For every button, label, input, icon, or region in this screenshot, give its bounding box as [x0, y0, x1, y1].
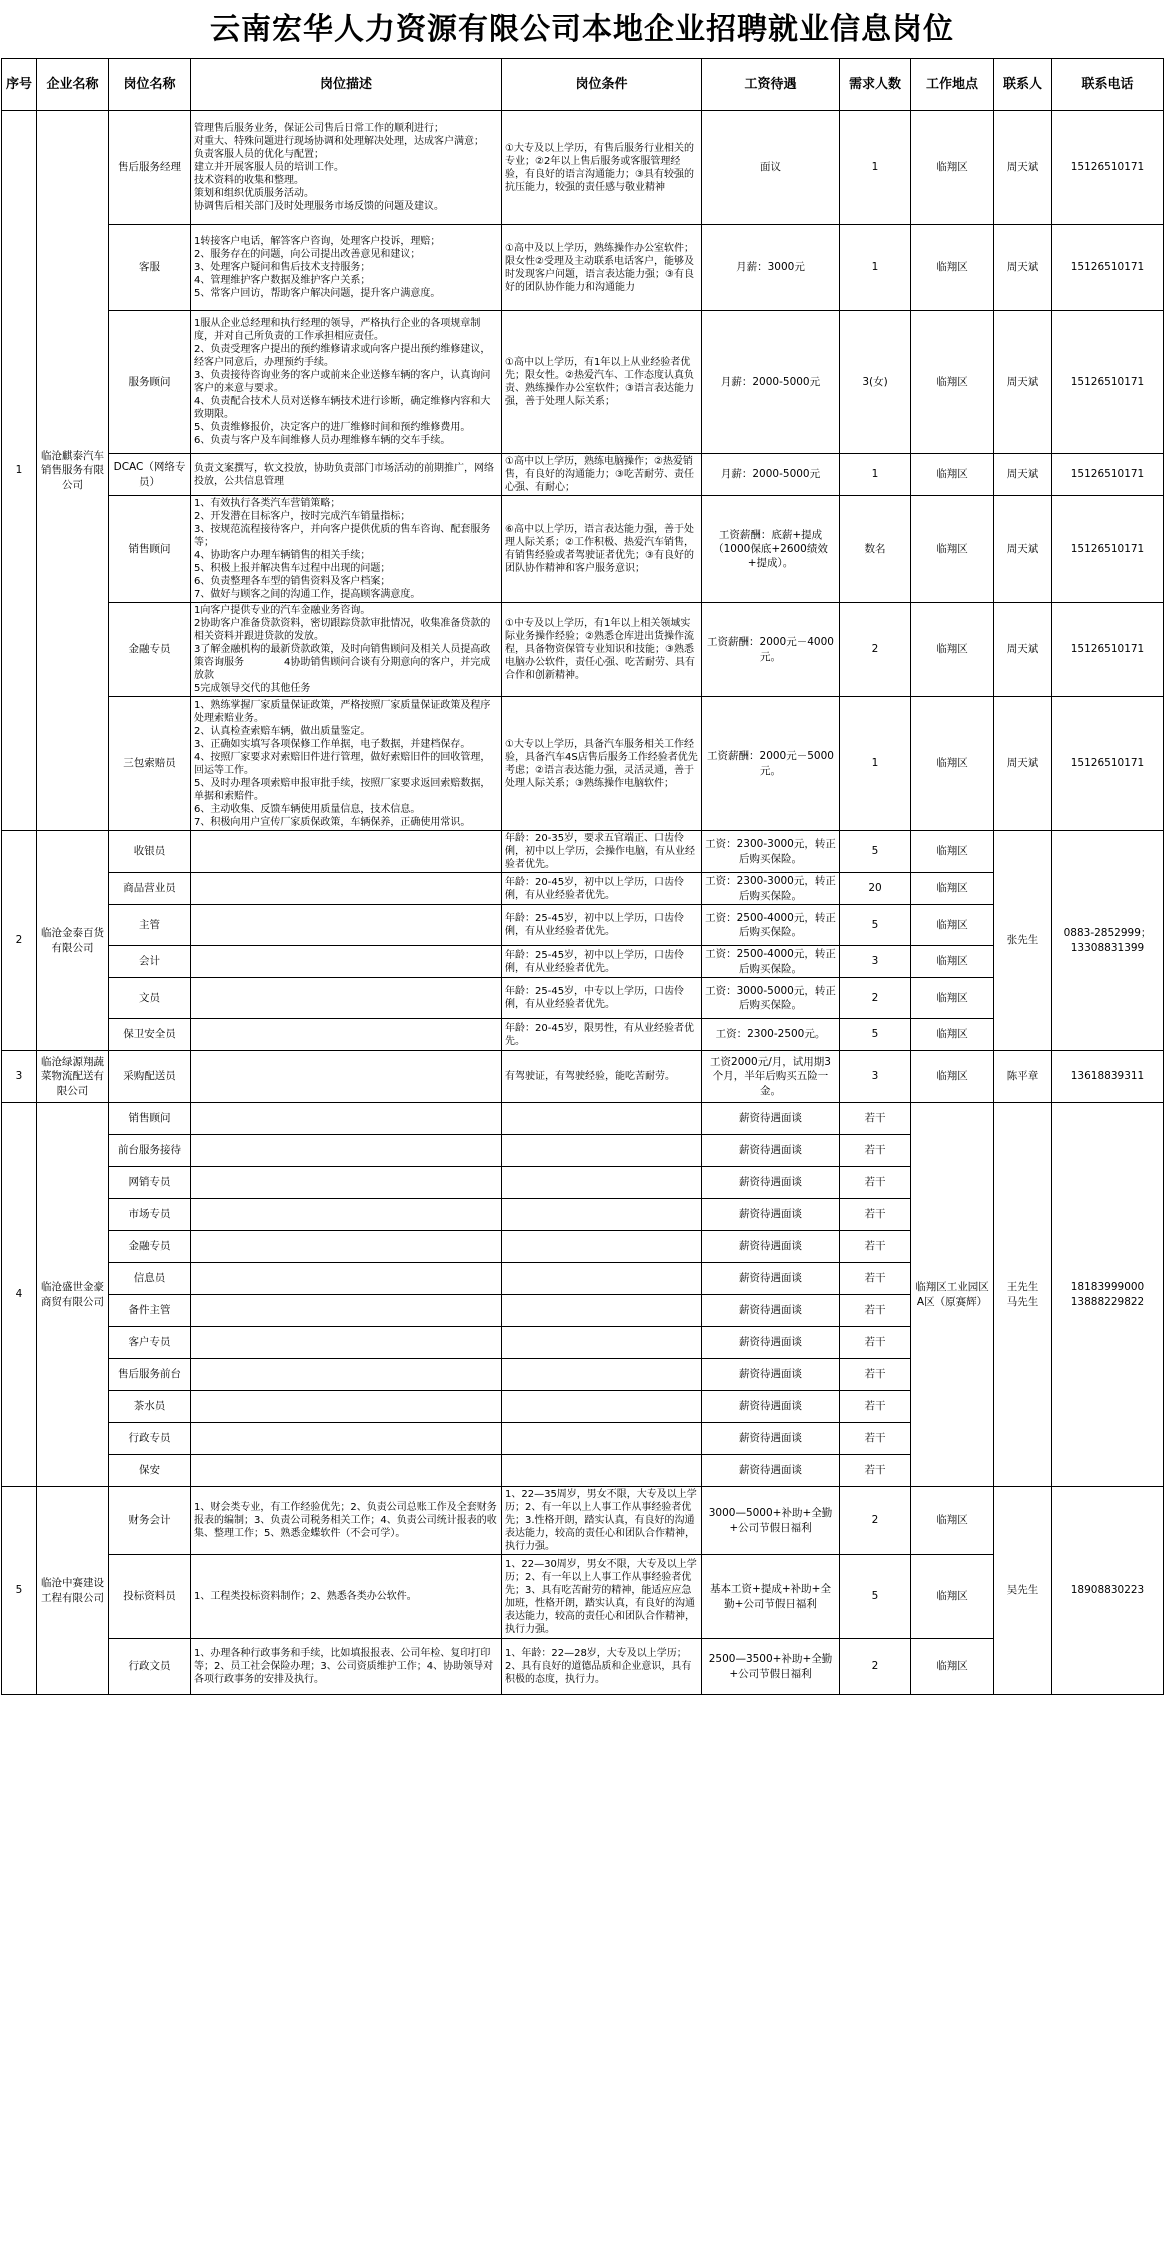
work-location: 临翔区	[911, 454, 994, 496]
salary: 薪资待遇面谈	[702, 1391, 840, 1423]
job-description	[191, 1327, 502, 1359]
table-row	[2, 831, 1164, 873]
contact-person: 张先生	[994, 831, 1052, 1051]
table-row	[2, 603, 1164, 697]
contact-phone: 13618839311	[1052, 1051, 1164, 1103]
position-name: 商品营业员	[109, 873, 191, 905]
position-name: 售后服务前台	[109, 1359, 191, 1391]
headcount: 1	[840, 697, 911, 831]
col-header-count: 需求人数	[840, 59, 911, 111]
salary: 薪资待遇面谈	[702, 1263, 840, 1295]
position-name: 客服	[109, 225, 191, 311]
contact-person: 周天斌	[994, 311, 1052, 454]
job-description	[191, 1295, 502, 1327]
salary: 工资薪酬：2000元－5000元。	[702, 697, 840, 831]
job-conditions: ①中专及以上学历，有1年以上相关领域实际业务操作经验；②熟悉仓库进出货操作流程，具备物资保管专业知识和技能；③熟悉电脑办公软件，责任心强、吃苦耐劳、具有合作和创新精神。	[502, 603, 702, 697]
table-row	[2, 978, 1164, 1019]
job-description	[191, 1199, 502, 1231]
job-description: 1、熟练掌握厂家质量保证政策，严格按照厂家质量保证政策及程序处理索赔业务。 2、认真检查索赔车辆，做出质量鉴定。 3、正确如实填写各项保修工作单据，电子数据，并建档保存。 4、按照厂家要求对索赔旧件进行管理，做好索赔旧件的回收管理，回运等工作。 5、及时办理各项索赔申报审批手续，按照厂家要求返回索赔数据，单据和索赔件。 6、主动收集、反馈车辆使用质量信息，技术信息。 7、积极向用户宣传厂家质保政策，车辆保养，正确使用常识。	[191, 697, 502, 831]
job-conditions	[502, 1199, 702, 1231]
job-conditions	[502, 1103, 702, 1135]
work-location: 临翔区	[911, 873, 994, 905]
job-description	[191, 1051, 502, 1103]
salary: 月薪：3000元	[702, 225, 840, 311]
headcount: 1	[840, 111, 911, 225]
contact-person: 周天斌	[994, 454, 1052, 496]
position-name: 市场专员	[109, 1199, 191, 1231]
table-row	[2, 946, 1164, 978]
position-name: 投标资料员	[109, 1555, 191, 1639]
col-header-location: 工作地点	[911, 59, 994, 111]
salary: 薪资待遇面谈	[702, 1295, 840, 1327]
job-description: 1向客户提供专业的汽车金融业务咨询。 2协助客户准备贷款资料，密切跟踪贷款审批情况，收集准备贷款的相关资料并跟进贷款的发放。 3了解金融机构的最新贷款政策，及时向销售顾问及相关人员提高政策咨询服务 4协助销售顾问合谈有分期意向的客户，并完成放款 5完成领导交代的其他任务	[191, 603, 502, 697]
col-header-phone: 联系电话	[1052, 59, 1164, 111]
headcount: 若干	[840, 1391, 911, 1423]
work-location: 临翔区	[911, 978, 994, 1019]
work-location: 临翔区	[911, 311, 994, 454]
job-description	[191, 1391, 502, 1423]
job-conditions: 有驾驶证，有驾驶经验，能吃苦耐劳。	[502, 1051, 702, 1103]
job-description	[191, 978, 502, 1019]
job-conditions: 年龄：20-45岁，限男性，有从业经验者优先。	[502, 1019, 702, 1051]
job-description	[191, 1167, 502, 1199]
job-description	[191, 946, 502, 978]
col-header-conditions: 岗位条件	[502, 59, 702, 111]
headcount: 2	[840, 1487, 911, 1555]
position-name: 信息员	[109, 1263, 191, 1295]
job-conditions: 年龄：25-45岁，初中以上学历，口齿伶俐，有从业经验者优先。	[502, 905, 702, 946]
salary: 薪资待遇面谈	[702, 1167, 840, 1199]
col-header-company: 企业名称	[37, 59, 109, 111]
job-conditions	[502, 1135, 702, 1167]
company-name: 临沧中赛建设工程有限公司	[37, 1487, 109, 1695]
job-conditions: 1、22—35周岁，男女不限，大专及以上学历；2、有一年以上人事工作从事经验者优先；3.性格开朗，踏实认真，有良好的沟通表达能力，较高的责任心和团队合作精神，执行力强。	[502, 1487, 702, 1555]
contact-phone: 15126510171	[1052, 225, 1164, 311]
job-description: 1、工程类投标资料制作；2、熟悉各类办公软件。	[191, 1555, 502, 1639]
job-description: 1服从企业总经理和执行经理的领导，严格执行企业的各项规章制度，并对自己所负责的工作承担相应责任。 2、负责受理客户提出的预约维修请求或向客户提出预约维修建议，经客户同意后，办理预约手续。 3、负责接待咨询业务的客户或前来企业送修车辆的客户，认真询问客户的来意与要求。 4、负责配合技术人员对送修车辆技术进行诊断，确定维修内容和大致期限。 5、负责维修报价，决定客户的进厂维修时间和预约维修费用。 6、负责与客户及车间维修人员办理维修车辆的交车手续。	[191, 311, 502, 454]
contact-phone: 18908830223	[1052, 1487, 1164, 1695]
headcount: 20	[840, 873, 911, 905]
job-description	[191, 1359, 502, 1391]
salary: 工资薪酬：2000元－4000元。	[702, 603, 840, 697]
position-name: DCAC（网络专员）	[109, 454, 191, 496]
job-description: 负责文案撰写，软文投放，协助负责部门市场活动的前期推广，网络投放，公共信息管理	[191, 454, 502, 496]
position-name: 备件主管	[109, 1295, 191, 1327]
headcount: 若干	[840, 1231, 911, 1263]
headcount: 5	[840, 905, 911, 946]
job-conditions	[502, 1167, 702, 1199]
row-number: 2	[2, 831, 37, 1051]
position-name: 销售顾问	[109, 496, 191, 603]
headcount: 3(女)	[840, 311, 911, 454]
position-name: 会计	[109, 946, 191, 978]
headcount: 5	[840, 1019, 911, 1051]
contact-person: 陈平章	[994, 1051, 1052, 1103]
salary: 工资：2300-2500元。	[702, 1019, 840, 1051]
job-conditions: ①高中以上学历，熟练电脑操作；②热爱销售，有良好的沟通能力；③吃苦耐劳、责任心强、有耐心；	[502, 454, 702, 496]
headcount: 5	[840, 831, 911, 873]
job-conditions: ①大专及以上学历，有售后服务行业相关的专业；②2年以上售后服务或客服管理经验，有良好的语言沟通能力；③具有较强的抗压能力，较强的责任感与敬业精神	[502, 111, 702, 225]
table-row	[2, 454, 1164, 496]
job-conditions	[502, 1359, 702, 1391]
work-location: 临翔区	[911, 1019, 994, 1051]
job-conditions: 年龄：20-45岁，初中以上学历，口齿伶俐，有从业经验者优先。	[502, 873, 702, 905]
job-description	[191, 1455, 502, 1487]
table-row	[2, 496, 1164, 603]
position-name: 金融专员	[109, 1231, 191, 1263]
table-row	[2, 1051, 1164, 1103]
salary: 薪资待遇面谈	[702, 1423, 840, 1455]
position-name: 采购配送员	[109, 1051, 191, 1103]
header-row	[2, 59, 1164, 111]
salary: 工资：2300-3000元，转正后购买保险。	[702, 831, 840, 873]
salary: 工资2000元/月，试用期3个月，半年后购买五险一金。	[702, 1051, 840, 1103]
job-conditions	[502, 1455, 702, 1487]
headcount: 1	[840, 225, 911, 311]
job-conditions: 年龄：25-45岁，中专以上学历，口齿伶俐，有从业经验者优先。	[502, 978, 702, 1019]
contact-person: 周天斌	[994, 496, 1052, 603]
table-row	[2, 1487, 1164, 1555]
headcount: 若干	[840, 1167, 911, 1199]
job-conditions	[502, 1391, 702, 1423]
salary: 2500—3500+补助+全勤+公司节假日福利	[702, 1639, 840, 1695]
contact-phone: 15126510171	[1052, 496, 1164, 603]
job-conditions: ①大专以上学历，具备汽车服务相关工作经验，具备汽车4S店售后服务工作经验者优先考虑；②语言表达能力强，灵活灵通，善于处理人际关系；③熟练操作电脑软件；	[502, 697, 702, 831]
company-name: 临沧麒泰汽车销售服务有限公司	[37, 111, 109, 831]
row-number: 1	[2, 111, 37, 831]
headcount: 若干	[840, 1103, 911, 1135]
job-conditions: ⑥高中以上学历，语言表达能力强，善于处理人际关系；②工作积极、热爱汽车销售，有销售经验或者驾驶证者优先；③有良好的团队协作精神和客户服务意识；	[502, 496, 702, 603]
position-name: 服务顾问	[109, 311, 191, 454]
salary: 工资：2500-4000元，转正后购买保险。	[702, 905, 840, 946]
position-name: 网销专员	[109, 1167, 191, 1199]
position-name: 行政文员	[109, 1639, 191, 1695]
contact-phone: 15126510171	[1052, 603, 1164, 697]
job-description	[191, 1423, 502, 1455]
headcount: 若干	[840, 1199, 911, 1231]
row-number: 4	[2, 1103, 37, 1487]
table-row	[2, 905, 1164, 946]
position-name: 行政专员	[109, 1423, 191, 1455]
headcount: 2	[840, 1639, 911, 1695]
position-name: 收银员	[109, 831, 191, 873]
job-description	[191, 1019, 502, 1051]
work-location: 临翔区	[911, 496, 994, 603]
work-location: 临翔区	[911, 1555, 994, 1639]
col-header-description: 岗位描述	[191, 59, 502, 111]
job-description: 管理售后服务业务，保证公司售后日常工作的顺利进行； 对重大、特殊问题进行现场协调和处理解决处理，达成客户满意； 负责客服人员的优化与配置； 建立并开展客服人员的培训工作。 技术资料的收集和整理。 策划和组织优质服务活动。 协调售后相关部门及时处理服务市场反馈的问题及建议。	[191, 111, 502, 225]
job-description	[191, 1231, 502, 1263]
salary: 薪资待遇面谈	[702, 1455, 840, 1487]
job-conditions	[502, 1327, 702, 1359]
salary: 工资：2300-3000元，转正后购买保险。	[702, 873, 840, 905]
page-title: 云南宏华人力资源有限公司本地企业招聘就业信息岗位	[210, 12, 954, 47]
job-conditions: ①高中及以上学历，熟练操作办公室软件；限女性②受理及主动联系电话客户，能够及时发现客户问题，语言表达能力强；③有良好的团队协作能力和沟通能力	[502, 225, 702, 311]
position-name: 文员	[109, 978, 191, 1019]
row-number: 3	[2, 1051, 37, 1103]
company-name: 临沧盛世金豪商贸有限公司	[37, 1103, 109, 1487]
contact-person: 周天斌	[994, 111, 1052, 225]
headcount: 若干	[840, 1135, 911, 1167]
job-conditions: 年龄：20-35岁，要求五官端正、口齿伶俐，初中以上学历，会操作电脑，有从业经验者优先。	[502, 831, 702, 873]
col-header-salary: 工资待遇	[702, 59, 840, 111]
contact-phone: 15126510171	[1052, 697, 1164, 831]
job-description: 1、有效执行各类汽车营销策略； 2、开发潜在目标客户，按时完成汽车销量指标； 3、按规范流程接待客户，并向客户提供优质的售车咨询、配套服务等； 4、协助客户办理车辆销售的相关手续； 5、积极上报并解决售车过程中出现的问题； 6、负责整理各车型的销售资料及客户档案； 7、做好与顾客之间的沟通工作，提高顾客满意度。	[191, 496, 502, 603]
table-row	[2, 873, 1164, 905]
headcount: 若干	[840, 1359, 911, 1391]
job-conditions: 年龄：25-45岁，初中以上学历，口齿伶俐，有从业经验者优先。	[502, 946, 702, 978]
table-row	[2, 1019, 1164, 1051]
col-header-no: 序号	[2, 59, 37, 111]
job-description	[191, 1263, 502, 1295]
work-location: 临翔区	[911, 697, 994, 831]
job-description	[191, 905, 502, 946]
contact-person: 周天斌	[994, 603, 1052, 697]
work-location: 临翔区	[911, 946, 994, 978]
headcount: 若干	[840, 1423, 911, 1455]
salary: 工资：2500-4000元，转正后购买保险。	[702, 946, 840, 978]
salary: 3000—5000+补助+全勤+公司节假日福利	[702, 1487, 840, 1555]
headcount: 若干	[840, 1295, 911, 1327]
headcount: 3	[840, 946, 911, 978]
salary: 基本工资+提成+补助+全勤+公司节假日福利	[702, 1555, 840, 1639]
work-location: 临翔区	[911, 111, 994, 225]
salary: 月薪：2000-5000元	[702, 311, 840, 454]
job-description: 1、办理各种行政事务和手续，比如填报报表、公司年检、复印打印等；2、员工社会保险办理；3、公司资质维护工作；4、协助领导对各项行政事务的安排及执行。	[191, 1639, 502, 1695]
col-header-position: 岗位名称	[109, 59, 191, 111]
headcount: 2	[840, 603, 911, 697]
position-name: 主管	[109, 905, 191, 946]
job-description	[191, 873, 502, 905]
job-conditions	[502, 1263, 702, 1295]
job-conditions: 1、年龄：22—28岁，大专及以上学历；2、具有良好的道德品质和企业意识，具有积极的态度，执行力。	[502, 1639, 702, 1695]
job-conditions	[502, 1295, 702, 1327]
job-conditions: ①高中以上学历，有1年以上从业经验者优先；限女性。②热爱汽车、工作态度认真负责、熟练操作办公室软件；③语言表达能力强，善于处理人际关系；	[502, 311, 702, 454]
job-description	[191, 831, 502, 873]
position-name: 售后服务经理	[109, 111, 191, 225]
job-description	[191, 1135, 502, 1167]
row-number: 5	[2, 1487, 37, 1695]
table-row	[2, 311, 1164, 454]
table-row	[2, 111, 1164, 225]
work-location: 临翔区工业园区A区（原赛辉）	[911, 1103, 994, 1487]
position-name: 保卫安全员	[109, 1019, 191, 1051]
position-name: 茶水员	[109, 1391, 191, 1423]
contact-phone: 15126510171	[1052, 454, 1164, 496]
job-conditions: 1、22—30周岁，男女不限，大专及以上学历；2、有一年以上人事工作从事经验者优先；3、具有吃苦耐劳的精神，能适应应急加班，性格开朗，踏实认真，有良好的沟通表达能力，较高的责任心和团队合作精神，执行力强。	[502, 1555, 702, 1639]
col-header-contact: 联系人	[994, 59, 1052, 111]
salary: 工资：3000-5000元，转正后购买保险。	[702, 978, 840, 1019]
headcount: 1	[840, 454, 911, 496]
position-name: 客户专员	[109, 1327, 191, 1359]
salary: 薪资待遇面谈	[702, 1135, 840, 1167]
position-name: 金融专员	[109, 603, 191, 697]
contact-person: 吴先生	[994, 1487, 1052, 1695]
work-location: 临翔区	[911, 225, 994, 311]
work-location: 临翔区	[911, 831, 994, 873]
work-location: 临翔区	[911, 1051, 994, 1103]
salary: 薪资待遇面谈	[702, 1359, 840, 1391]
table-row	[2, 697, 1164, 831]
job-description: 1转接客户电话，解答客户咨询，处理客户投诉，理赔； 2、服务存在的问题，向公司提出改善意见和建议； 3、处理客户疑问和售后技术支持服务； 4、管理维护客户数据及维护客户关系； 5、常客户回访，帮助客户解决问题，提升客户满意度。	[191, 225, 502, 311]
table-row	[2, 1639, 1164, 1695]
position-name: 保安	[109, 1455, 191, 1487]
headcount: 5	[840, 1555, 911, 1639]
job-description	[191, 1103, 502, 1135]
job-table	[1, 58, 1164, 1695]
headcount: 若干	[840, 1327, 911, 1359]
table-row	[2, 1555, 1164, 1639]
contact-phone: 15126510171	[1052, 111, 1164, 225]
contact-person: 周天斌	[994, 697, 1052, 831]
contact-phone: 0883-2852999；13308831399	[1052, 831, 1164, 1051]
contact-person: 王先生 马先生	[994, 1103, 1052, 1487]
salary: 薪资待遇面谈	[702, 1327, 840, 1359]
work-location: 临翔区	[911, 1487, 994, 1555]
contact-phone: 15126510171	[1052, 311, 1164, 454]
company-name: 临沧金泰百货有限公司	[37, 831, 109, 1051]
salary: 薪资待遇面谈	[702, 1103, 840, 1135]
salary: 工资薪酬：底薪+提成（1000保底+2600绩效+提成）。	[702, 496, 840, 603]
job-conditions	[502, 1423, 702, 1455]
headcount: 若干	[840, 1455, 911, 1487]
work-location: 临翔区	[911, 603, 994, 697]
contact-person: 周天斌	[994, 225, 1052, 311]
salary: 薪资待遇面谈	[702, 1199, 840, 1231]
table-row	[2, 225, 1164, 311]
position-name: 前台服务接待	[109, 1135, 191, 1167]
position-name: 三包索赔员	[109, 697, 191, 831]
work-location: 临翔区	[911, 1639, 994, 1695]
headcount: 2	[840, 978, 911, 1019]
job-description: 1、财会类专业，有工作经验优先；2、负责公司总账工作及全套财务报表的编制；3、负责公司税务相关工作；4、负责公司统计报表的收集、整理工作；5、熟悉金蝶软件（不会可学）。	[191, 1487, 502, 1555]
work-location: 临翔区	[911, 905, 994, 946]
salary: 面议	[702, 111, 840, 225]
headcount: 若干	[840, 1263, 911, 1295]
job-conditions	[502, 1231, 702, 1263]
position-name: 销售顾问	[109, 1103, 191, 1135]
salary: 薪资待遇面谈	[702, 1231, 840, 1263]
headcount: 数名	[840, 496, 911, 603]
headcount: 3	[840, 1051, 911, 1103]
table-row	[2, 1103, 1164, 1135]
position-name: 财务会计	[109, 1487, 191, 1555]
company-name: 临沧绿源翔蔬菜物流配送有限公司	[37, 1051, 109, 1103]
contact-phone: 18183999000 13888229822	[1052, 1103, 1164, 1487]
salary: 月薪：2000-5000元	[702, 454, 840, 496]
